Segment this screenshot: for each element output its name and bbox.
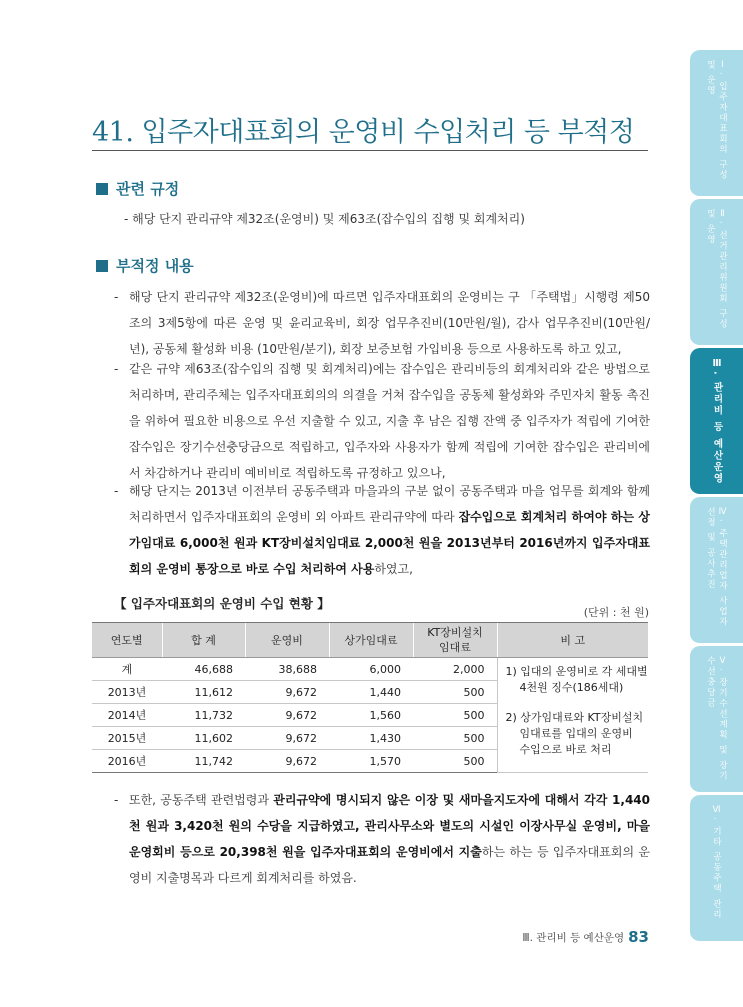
table-cell: 2016년 (92, 750, 162, 773)
table-cell: 2015년 (92, 727, 162, 750)
page-title: 41. 입주자대표회의 운영비 수입처리 등 부적정 (92, 117, 635, 148)
side-tab-label: Ⅵ. 기타 공동주택 관리 (711, 805, 722, 920)
table-cell: 500 (413, 750, 497, 773)
table-cell: 500 (413, 681, 497, 704)
issue-paragraph-2 (114, 356, 650, 486)
table-cell: 2013년 (92, 681, 162, 704)
table-cell: 1,440 (329, 681, 413, 704)
table-cell: 1,430 (329, 727, 413, 750)
table-header-cell: 연도별 (92, 623, 162, 658)
side-tab-chapter-1[interactable] (690, 50, 743, 197)
table-cell: 1,560 (329, 704, 413, 727)
section-heading-text: 관련 규정 (116, 180, 180, 198)
table-cell: 1,570 (329, 750, 413, 773)
side-tab-chapter-6[interactable] (690, 795, 743, 942)
table-header-row (92, 623, 648, 658)
table-notes-cell (497, 658, 648, 773)
text-run: 하는 하는 등 입주자대표회의 운영비 지출명목과 다르게 회계처리를 하였음. (129, 845, 650, 885)
table-cell: 38,688 (245, 658, 329, 681)
note-text: 4천원 징수(186세대) (519, 681, 624, 694)
table-header-cell: 비 고 (497, 623, 648, 658)
chapter-side-tabs (690, 50, 743, 944)
side-tab-chapter-3[interactable] (690, 348, 743, 495)
issue-paragraph-3 (114, 478, 650, 582)
title-divider (92, 150, 648, 151)
paragraph-text (129, 478, 650, 582)
table-cell: 11,742 (162, 750, 245, 773)
page-number: 83 (628, 928, 649, 946)
table-cell: 9,672 (245, 704, 329, 727)
regulation-text: - 해당 단지 관리규약 제32조(운영비) 및 제63조(잡수입의 집행 및 회계처리) (124, 212, 525, 226)
text-run: 하였고, (374, 562, 413, 576)
footer-section-label: Ⅲ. 관리비 등 예산운영 (522, 932, 625, 944)
text-run: 해당 단지 관리규약 제32조(운영비)에 따르면 입주자대표회의 운영비는 구 「주택법」시행령 제50조의 3제5항에 따른 운영 및 윤리교육비, 회장 업무추진비(10만원/월), 감사 업무추진비(10만원/년), 공동체 활성화 비용 (10만원/분기), 회장 보증보험 가입비용 등으로 사용하도록 하고 있고, (129, 290, 650, 356)
side-tab-chapter-4[interactable] (690, 497, 743, 644)
note-item (506, 710, 649, 758)
page-footer (522, 928, 649, 946)
paragraph-text (129, 356, 650, 486)
revenue-table (92, 622, 648, 773)
table-row (92, 658, 648, 681)
table-cell: 500 (413, 704, 497, 727)
side-tab-label: Ⅱ. 선거관리위원회 구성 및 운영 (705, 209, 728, 330)
table-cell: 11,612 (162, 681, 245, 704)
table-cell: 500 (413, 727, 497, 750)
side-tab-label: Ⅰ. 입주자대표회의 구성 및 운영 (705, 60, 728, 181)
table-header-cell: 상가임대료 (329, 623, 413, 658)
dash-marker: - (114, 793, 119, 807)
table-cell: 9,672 (245, 750, 329, 773)
table-cell: 계 (92, 658, 162, 681)
table-cell: 6,000 (329, 658, 413, 681)
table-cell: 2014년 (92, 704, 162, 727)
table-cell: 9,672 (245, 681, 329, 704)
side-tab-chapter-2[interactable] (690, 199, 743, 346)
note-text: 임대료를 입대의 운영비 수입으로 바로 처리 (519, 727, 633, 756)
side-tab-label: Ⅴ. 장기수선계획 및 장기수선충당금 (705, 656, 728, 782)
table-cell: 46,688 (162, 658, 245, 681)
unit-note: (단위 : 천 원) (583, 606, 649, 619)
section-heading-text: 부적정 내용 (116, 257, 194, 275)
table-header-cell: 운영비 (245, 623, 329, 658)
section-heading-regulation (96, 178, 179, 199)
emphasized-text: 잡수입으로 회계처리 하여야 하는 상가임대료 6,000천 원과 KT장비설치임대료 2,000천 원을 2013년부터 2016년까지 입주자대표회의 운영비 통장으로 바로 수입 처리하여 사용 (129, 510, 650, 576)
table-cell: 9,672 (245, 727, 329, 750)
text-run: 해당 단지는 2013년 이전부터 공동주택과 마을과의 구분 없이 공동주택과 마을 업무를 회계와 함께 처리하면서 입주자대표회의 운영비 외 아파트 관리규약에 따라 (129, 484, 650, 524)
note-text: 2) 상가임대료와 KT장비설치 (505, 711, 644, 724)
closing-paragraph (114, 787, 650, 891)
square-bullet-icon (96, 260, 108, 272)
table-header-cell: 합 계 (162, 623, 245, 658)
table-cell: 11,602 (162, 727, 245, 750)
note-item (506, 664, 649, 696)
dash-marker: - (114, 362, 119, 376)
table-header-cell: KT장비설치 임대료 (413, 623, 497, 658)
table-cell: 2,000 (413, 658, 497, 681)
section-heading-issues (96, 255, 194, 276)
dash-marker: - (114, 290, 119, 304)
text-run: 같은 규약 제63조(잡수입의 집행 및 회계처리)에는 잡수입은 관리비등의 회계처리와 같은 방법으로 처리하며, 관리주체는 입주자대표회의의 의결을 거쳐 잡수입을 공동체 활성화와 주민자치 활동 촉진을 위하여 필요한 비용으로 우선 지출할 수 있고, 지출 후 남은 집행 잔액 중 입주자가 적립에 기여한 잡수입은 장기수선충당금으로 적립하고, 입주자와 사용자가 함께 적립에 기여한 잡수입은 관리비에서 차감하거나 관리비 예비비로 적립하도록 규정하고 있으나, (129, 362, 650, 480)
square-bullet-icon (96, 183, 108, 195)
note-text: 1) 입대의 운영비로 각 세대별 (505, 665, 648, 678)
table-cell: 11,732 (162, 704, 245, 727)
paragraph-text (129, 284, 650, 362)
side-tab-chapter-5[interactable] (690, 646, 743, 793)
text-run: 또한, 공동주택 관련법령과 (129, 793, 274, 807)
emphasized-text: 관리규약에 명시되지 않은 이장 및 새마을지도자에 대해서 각각 1,440천 원과 3,420천 원의 수당을 지급하였고, 관리사무소와 별도의 시설인 이장사무실 운영비, 마을운영회비 등으로 20,398천 원을 입주자대표회의 운영비에서 지출 (129, 793, 650, 859)
side-tab-label: Ⅳ. 주택관리업자 사업자 선정 및 공사추진 (705, 507, 728, 628)
dash-marker: - (114, 484, 119, 498)
side-tab-label: Ⅲ. 관리비 등 예산운영 (711, 358, 723, 485)
table-title: 【 입주자대표회의 운영비 수입 현황 】 (114, 596, 330, 611)
issue-paragraph-1 (114, 284, 650, 362)
paragraph-text (129, 787, 650, 891)
